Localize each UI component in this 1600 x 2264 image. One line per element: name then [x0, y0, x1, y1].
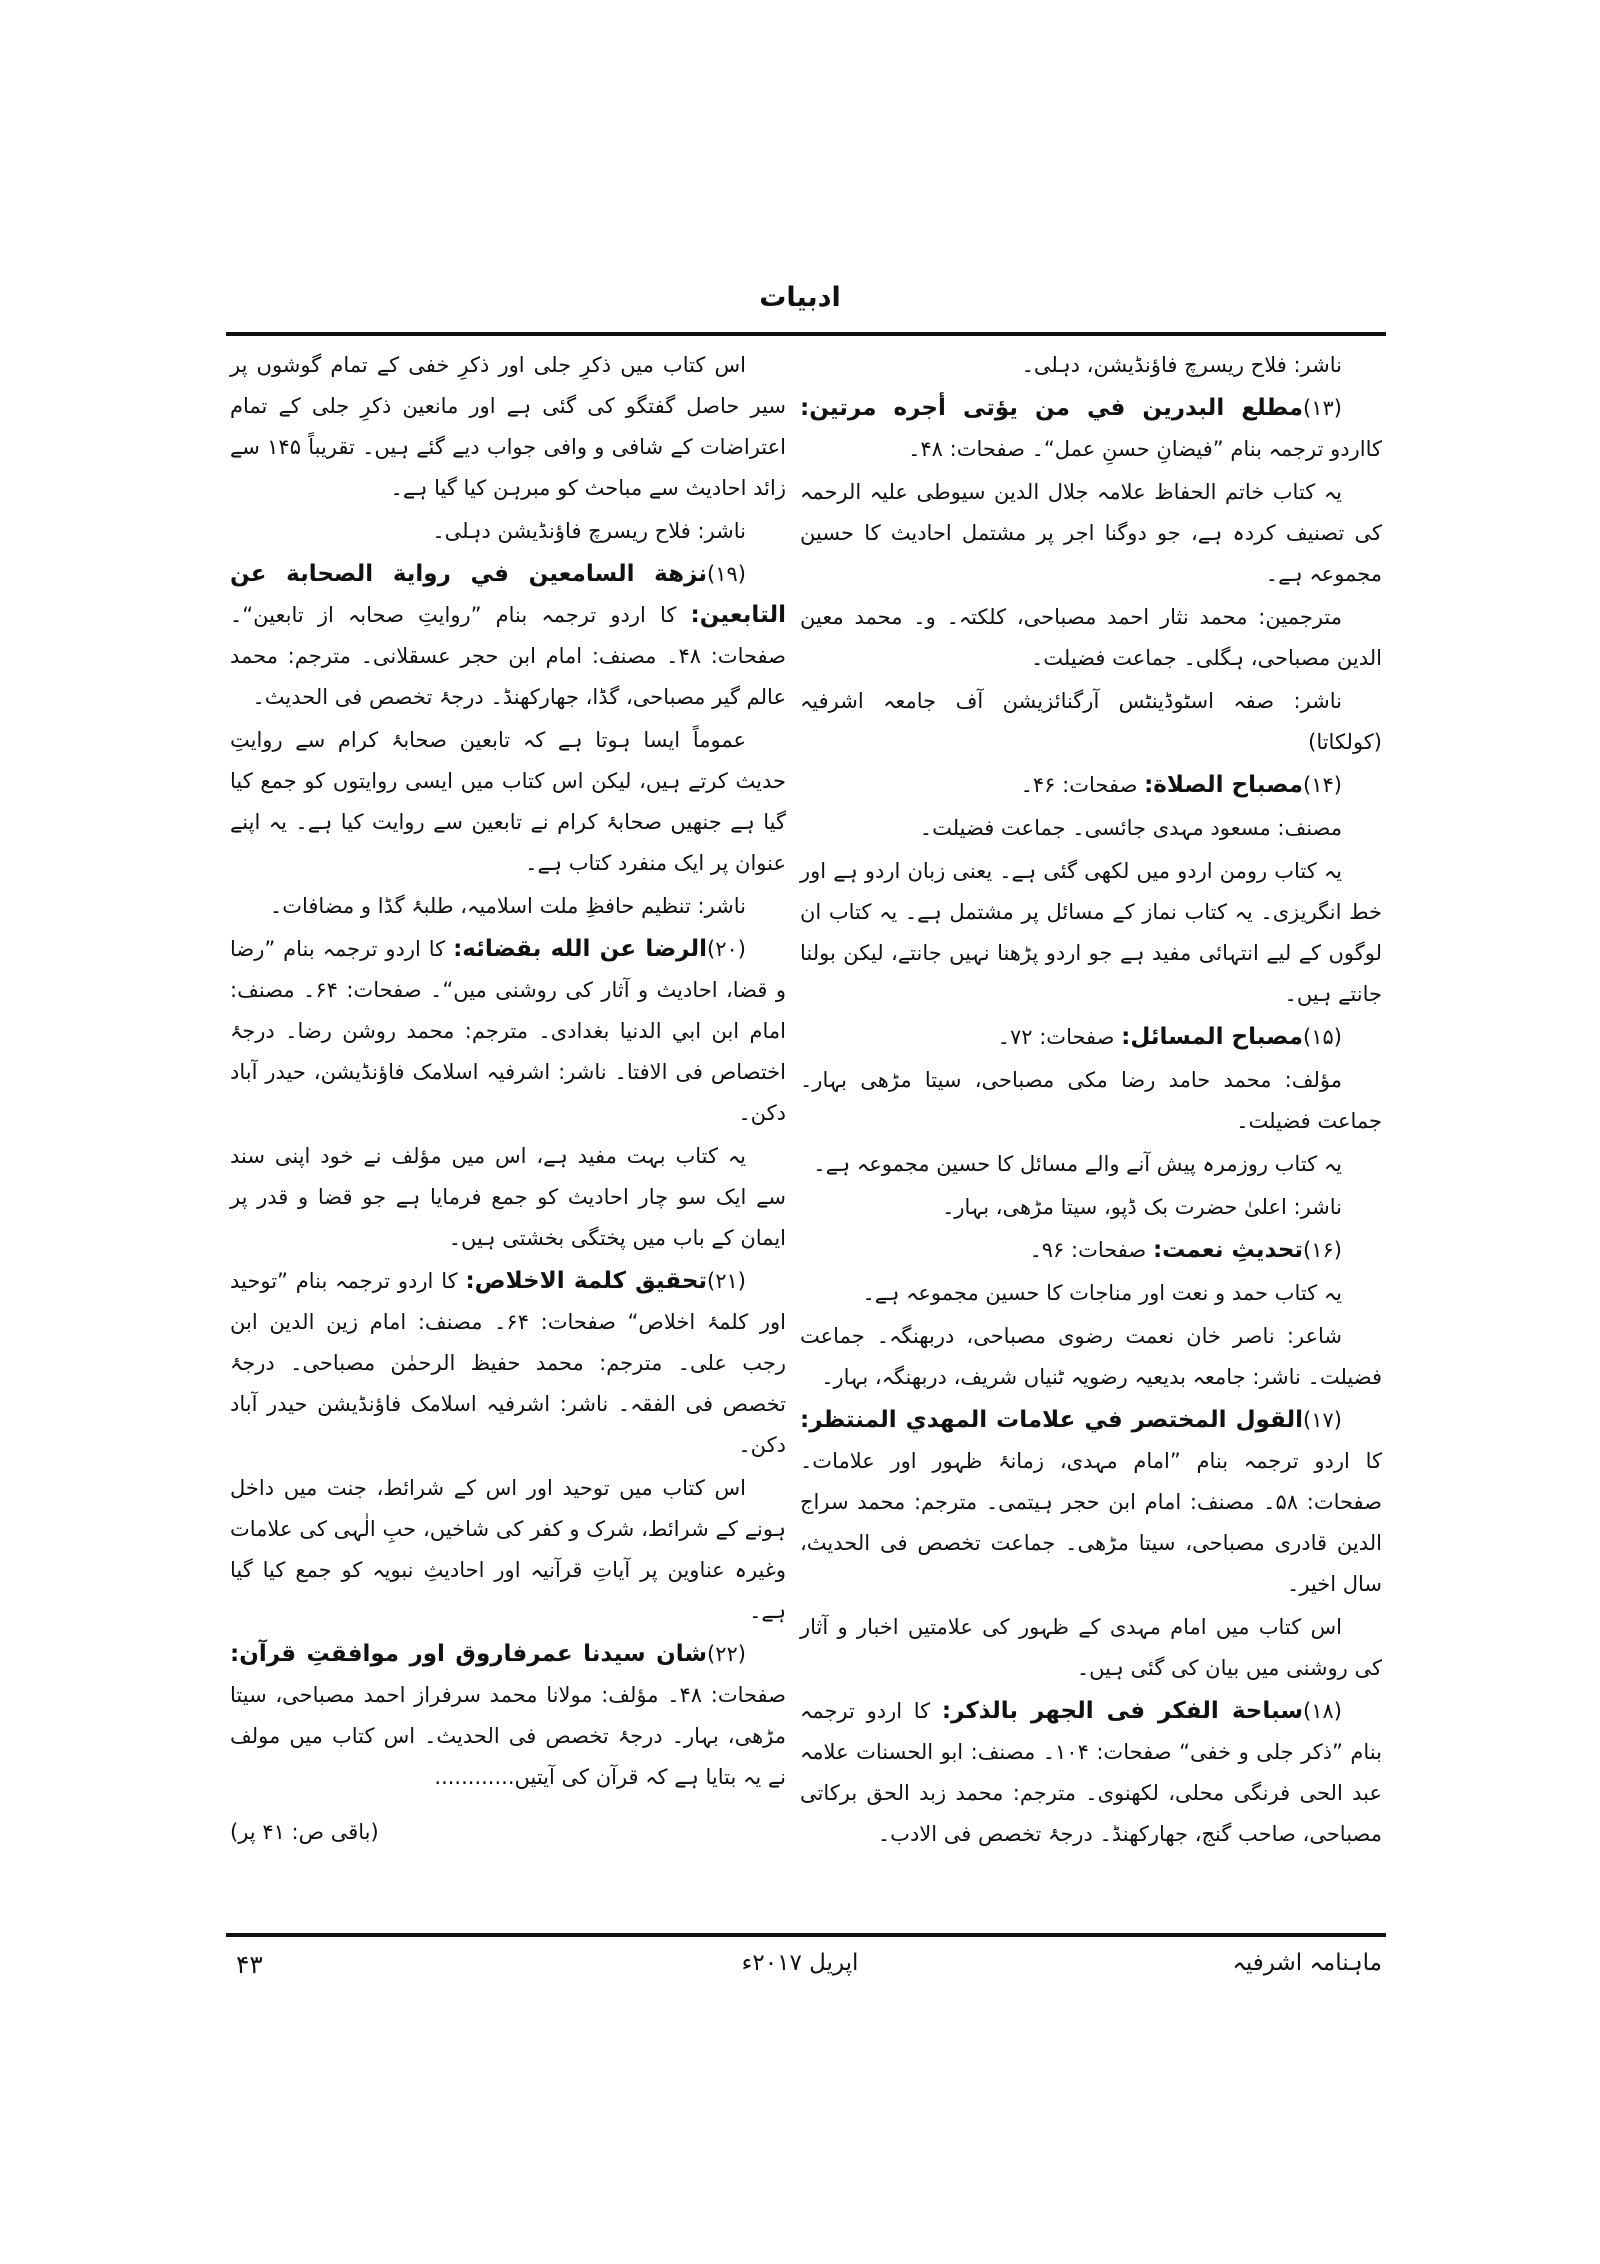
book-details: صفحات: ۹۶۔ — [1029, 1238, 1147, 1262]
page-number: ۴۳ — [236, 1950, 263, 1979]
book-details: کا اردو ترجمہ بنام ”امام مہدی، زمانۂ ظہور اور علامات۔ صفحات: ۵۸۔ مصنف: امام ابن حجر ہیتمی۔ مترجم: محمد سراج الدین قادری مصباحی، سیتا مڑھی۔ جماعت تخصص فی الحدیث، سال اخیر۔ — [800, 1449, 1383, 1596]
magazine-name: ماہنامہ اشرفیہ — [1232, 1950, 1382, 1976]
book-title: شان سيدنا عمرفاروق اور موافقتِ قرآن: — [230, 1641, 708, 1667]
entry-number: (۱۴) — [1303, 773, 1342, 797]
publisher-line: ناشر: فلاح ریسرچ فاؤنڈیشن، دہلی۔ — [1021, 353, 1342, 377]
book-details: صفحات: ۷۲۔ — [997, 1025, 1115, 1049]
footer-divider — [226, 1933, 1386, 1937]
translators-line: مترجمین: محمد نثار احمد مصباحی، کلکتہ۔ و۔ محمد معین الدین مصباحی، ہگلی۔ جماعت فضیلت۔ — [800, 605, 1382, 670]
book-title: تحدیثِ نعمت: — [1152, 1237, 1304, 1263]
poet-line: شاعر: ناصر خان نعمت رضوی مصباحی، دربھنگہ۔ جماعت فضیلت۔ ناشر: جامعہ بدیعیہ رضویہ ٹنیاں شریف، دربھنگہ، بہار۔ — [800, 1324, 1382, 1389]
author-line: مصنف: مسعود مہدی جائسی۔ جماعت فضیلت۔ — [919, 816, 1342, 840]
issue-date: اپریل ۲۰۱۷ء — [741, 1950, 859, 1976]
description: یہ کتاب حمد و نعت اور مناجات کا حسین مجموعہ ہے۔ — [862, 1281, 1342, 1305]
book-title: مطلع البدرين في من يؤتى أجره مرتين: — [800, 395, 1304, 421]
entry-number: (۱۷) — [1303, 1408, 1342, 1432]
entry-number: (۲۱) — [707, 1269, 746, 1293]
right-column — [800, 345, 1382, 1857]
book-details: کا اردو ترجمہ بنام ”رضا و قضا، احادیث و آثار کی روشنی میں“۔ صفحات: ۶۴۔ مصنف: امام ابن ابي الدنيا بغدادی۔ مترجم: محمد روشن رضا۔ درجۂ اختصاص فی الافتا۔ ناشر: اشرفیہ اسلامک فاؤنڈیشن، حیدر آباد دکن۔ — [230, 937, 787, 1125]
section-title: ادبیات — [759, 282, 841, 313]
description: اس کتاب میں ذکرِ جلی اور ذکرِ خفی کے تمام گوشوں پر سیر حاصل گفتگو کی گئی ہے اور مانعین ذکرِ جلی کے تمام اعتراضات کے شافی و وافی جواب دیے گئے ہیں۔ تقریباً ۱۴۵ سے زائد احادیث سے مباحث کو مبرہن کیا گیا ہے۔ — [230, 353, 787, 500]
book-title: الرضا عن الله بقضائه: — [453, 936, 708, 962]
publisher-line: ناشر: تنظیم حافظِ ملت اسلامیہ، طلبۂ گڈا و مضافات۔ — [269, 894, 746, 918]
book-details: کا اردو ترجمہ بنام ”توحید اور کلمۂ اخلاص“ صفحات: ۶۴۔ مصنف: امام زین الدین ابن رجب علی۔ مترجم: محمد حفیظ الرحمٰن مصباحی۔ درجۂ تخصص فی الفقہ۔ ناشر: اشرفیہ اسلامک فاؤنڈیشن حیدر آباد دکن۔ — [230, 1269, 786, 1457]
entry-number: (۲۲) — [707, 1642, 746, 1666]
book-entry-14 — [800, 765, 1382, 806]
left-column — [230, 345, 786, 1855]
book-title: سباحة الفكر فى الجهر بالذكر: — [941, 1698, 1304, 1724]
book-title: تحقيق كلمة الاخلاص: — [465, 1268, 708, 1294]
publisher-line: ناشر: اعلیٰ حضرت بک ڈپو، سیتا مڑھی، بہار۔ — [942, 1195, 1342, 1219]
publisher-line: ناشر: صفہ اسٹوڈینٹس آرگنائزیشن آف جامعہ اشرفیہ (کولکاتا) — [800, 689, 1382, 754]
book-title: مصباح المسائل: — [1121, 1024, 1304, 1050]
book-entry-22 — [230, 1634, 786, 1798]
book-entry-19 — [230, 554, 786, 718]
book-details: کااردو ترجمہ بنام ”فیضانِ حسنِ عمل“۔ صفحات: ۴۸۔ — [908, 437, 1382, 461]
description: یہ کتاب روزمرہ پیش آنے والے مسائل کا حسین مجموعہ ہے۔ — [813, 1152, 1342, 1176]
entry-number: (۱۳) — [1303, 396, 1342, 420]
book-entry-21 — [230, 1261, 786, 1466]
book-entry-16 — [800, 1230, 1382, 1271]
description: اس کتاب میں امام مہدی کے ظہور کی علامتیں اخبار و آثار کی روشنی میں بیان کی گئی ہیں۔ — [800, 1615, 1382, 1680]
description: یہ کتاب بہت مفید ہے، اس میں مؤلف نے خود اپنی سند سے ایک سو چار احادیث کو جمع فرمایا ہے جو قضا و قدر پر ایمان کے باب میں پختگی بخشتی ہیں۔ — [230, 1144, 786, 1250]
description: اس کتاب میں توحید اور اس کے شرائط، جنت میں داخل ہونے کے شرائط، شرک و کفر کی شاخیں، حبِ الٰہی کی علامات وغیرہ عناوین پر آیاتِ قرآنیہ اور احادیثِ نبویہ کو جمع کیا گیا ہے۔ — [230, 1476, 786, 1623]
book-entry-13 — [800, 388, 1382, 470]
description: عموماً ایسا ہوتا ہے کہ تابعین صحابۂ کرام سے روایتِ حدیث کرتے ہیں، لیکن اس کتاب میں ایسی روایتوں کو جمع کیا گیا ہے جنھیں صحابۂ کرام نے تابعین سے روایت کیا ہے۔ یہ اپنے عنوان پر ایک منفرد کتاب ہے۔ — [230, 728, 786, 875]
continued-note: (باقی ص: ۴۱ پر) — [230, 1820, 379, 1844]
book-entry-20 — [230, 929, 786, 1134]
book-details: کا اردو ترجمہ بنام ”روایتِ صحابہ از تابعین“۔ صفحات: ۴۸۔ مصنف: امام ابن حجر عسقلانی۔ مترجم: محمد عالم گیر مصباحی، گڈا، جھارکھنڈ۔ درجۂ تخصص فی الحدیث۔ — [230, 603, 786, 709]
book-details: صفحات: ۴۸۔ مؤلف: مولانا محمد سرفراز احمد مصباحی، سیتا مڑھی، بہار۔ درجۂ تخصص فی الحدیث۔ اس کتاب میں مولف نے یہ بتایا ہے کہ قرآن کی آیتیں............ — [230, 1683, 787, 1789]
entry-number: (۱۶) — [1303, 1238, 1342, 1262]
publisher-line: ناشر: فلاح ریسرچ فاؤنڈیشن دہلی۔ — [432, 519, 746, 543]
entry-number: (۲۰) — [707, 937, 746, 961]
book-details: کا اردو ترجمہ بنام ”ذکر جلی و خفی“ صفحات: ۱۰۴۔ مصنف: ابو الحسنات علامہ عبد الحی فرنگی محلی، لکھنوی۔ مترجم: محمد زبد الحق برکاتی مصباحی، صاحب گنج، جھارکھنڈ۔ درجۂ تخصص فی الادب۔ — [800, 1699, 1382, 1846]
entry-number: (۱۸) — [1303, 1699, 1342, 1723]
entry-number: (۱۵) — [1303, 1025, 1342, 1049]
book-entry-15 — [800, 1017, 1382, 1058]
description: یہ کتاب خاتم الحفاظ علامہ جلال الدین سیوطی علیہ الرحمہ کی تصنیف کردہ ہے، جو دوگنا اجر پر مشتمل احادیث کا حسین مجموعہ ہے۔ — [800, 480, 1382, 586]
entry-number: (۱۹) — [707, 562, 746, 586]
book-entry-17 — [800, 1400, 1382, 1605]
book-title: نزهة السامعين في رواية الصحابة عن التابعين: — [230, 561, 786, 628]
description: یہ کتاب رومن اردو میں لکھی گئی ہے۔ یعنی زبان اردو ہے اور خط انگریزی۔ یہ کتاب نماز کے مسائل پر مشتمل ہے۔ یہ کتاب ان لوگوں کے لیے انتہائی مفید ہے جو اردو پڑھنا نہیں جانتے، لیکن بولنا جانتے ہیں۔ — [800, 859, 1382, 1006]
book-entry-18 — [800, 1691, 1382, 1855]
book-details: صفحات: ۴۶۔ — [1020, 773, 1138, 797]
header-divider — [226, 332, 1386, 336]
author-line: مؤلف: محمد حامد رضا مکی مصباحی، سیتا مڑھی بہار۔ جماعت فضیلت۔ — [800, 1068, 1382, 1133]
book-title: مصباح الصلاة: — [1144, 772, 1304, 798]
book-title: القول المختصر في علامات المهدي المنتظر: — [800, 1407, 1304, 1433]
